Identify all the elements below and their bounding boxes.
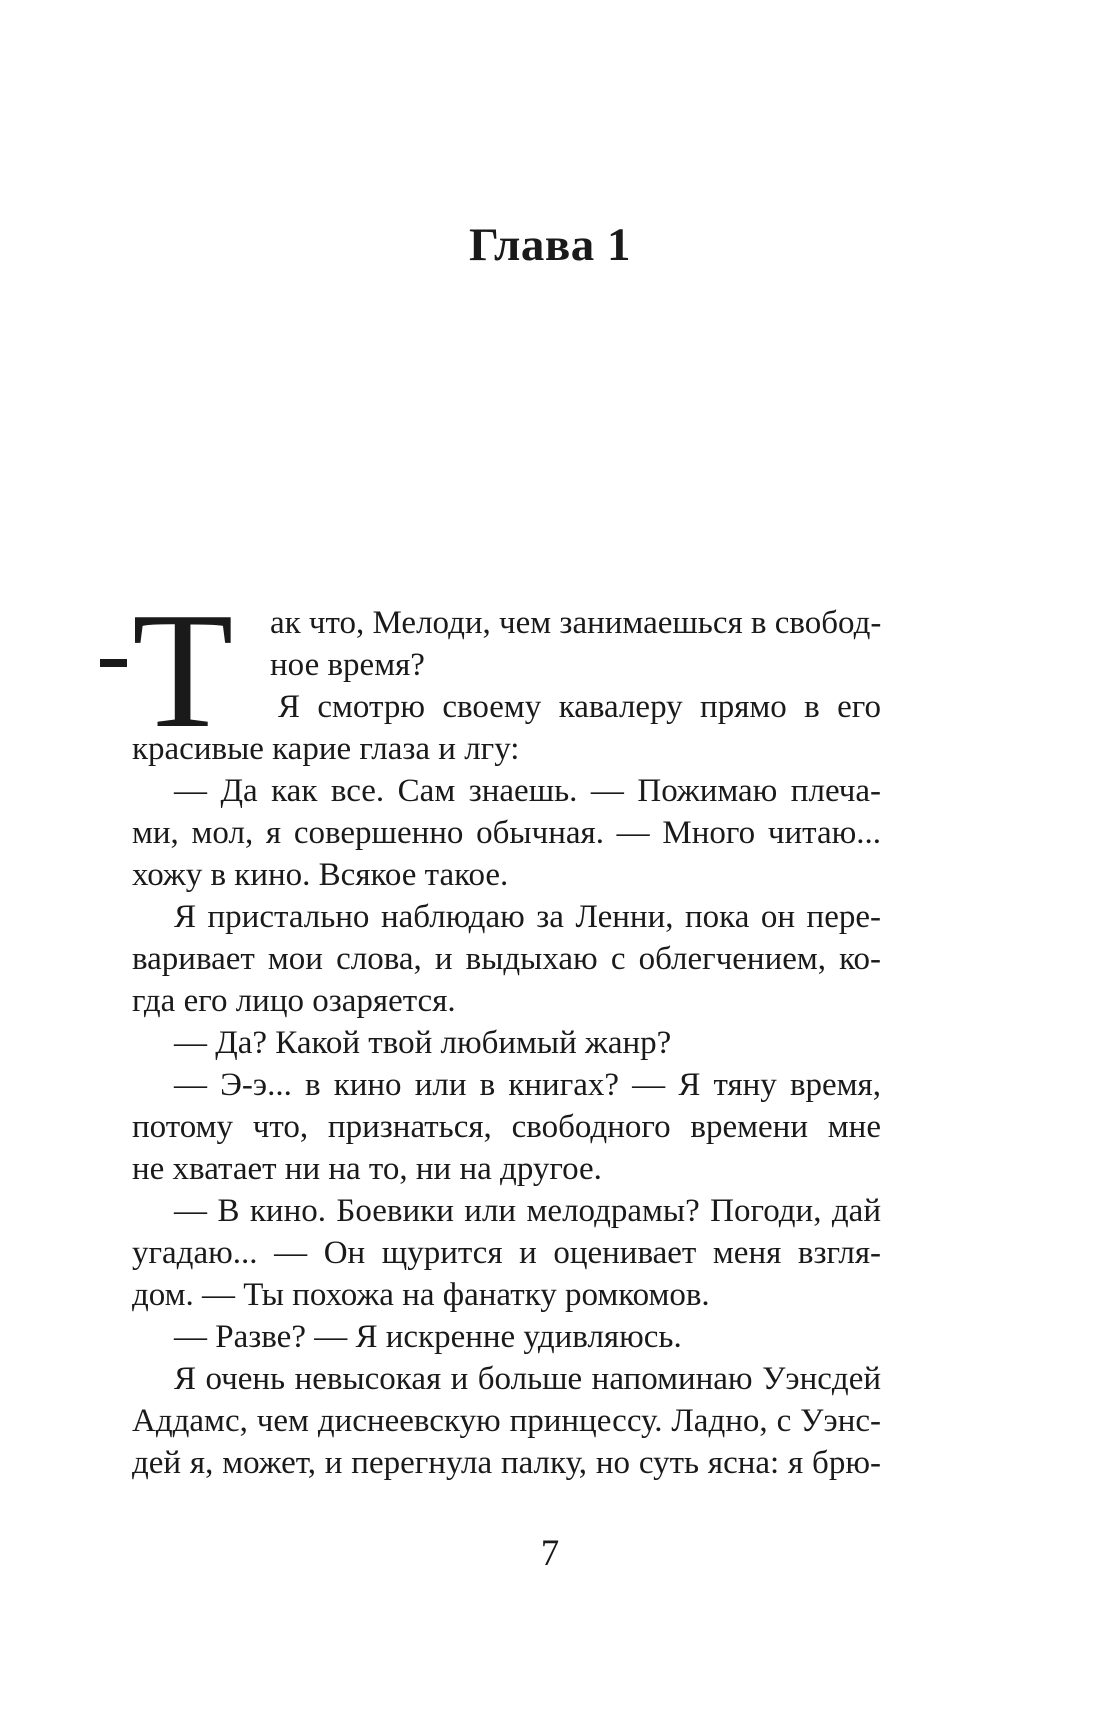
text-line-10: гда его лицо озаряется. [132, 983, 456, 1019]
text-line-1: ак что, Мелоди, чем занимаешься в свобод- [270, 605, 882, 641]
text-line-6: ми, мол, я совершенно обычная. — Много читаю... [132, 815, 881, 851]
text-line-19: Я очень невысокая и больше напоминаю Уэнсдей [174, 1361, 881, 1397]
text-line-21: дей я, может, и перегнула палку, но суть ясна: я брю- [132, 1445, 881, 1481]
text-line-4: красивые карие глаза и лгу: [132, 731, 520, 767]
text-line-2: ное время? [270, 647, 425, 683]
text-line-11: — Да? Какой твой любимый жанр? [174, 1025, 672, 1061]
text-line-16: угадаю... — Он щурится и оценивает меня взгля- [132, 1235, 881, 1271]
text-line-9: варивает мои слова, и выдыхаю с облегчением, ко- [132, 941, 881, 977]
drop-cap-letter: Т [132, 578, 234, 762]
text-line-5: — Да как все. Сам знаешь. — Пожимаю плеча- [174, 773, 881, 809]
chapter-title: Глава 1 [468, 219, 632, 271]
text-line-8: Я пристально наблюдаю за Ленни, пока он пере- [174, 899, 881, 935]
text-line-18: — Разве? — Я искренне удивляюсь. [174, 1319, 682, 1355]
dialogue-dash [100, 659, 127, 667]
text-line-15: — В кино. Боевики или мелодрамы? Погоди, дай [174, 1193, 881, 1229]
text-line-20: Аддамс, чем диснеевскую принцессу. Ладно, с Уэнс- [132, 1403, 881, 1439]
text-line-13: потому что, признаться, свободного времени мне [132, 1109, 881, 1145]
text-line-17: дом. — Ты похожа на фанатку ромкомов. [132, 1277, 710, 1313]
text-line-7: хожу в кино. Всякое такое. [132, 857, 509, 893]
page-number: 7 [540, 1533, 560, 1574]
text-line-12: — Э-э... в кино или в книгах? — Я тяну время, [174, 1067, 881, 1103]
text-line-14: не хватает ни на то, ни на другое. [132, 1151, 602, 1187]
text-line-3: Я смотрю своему кавалеру прямо в его [278, 689, 881, 725]
